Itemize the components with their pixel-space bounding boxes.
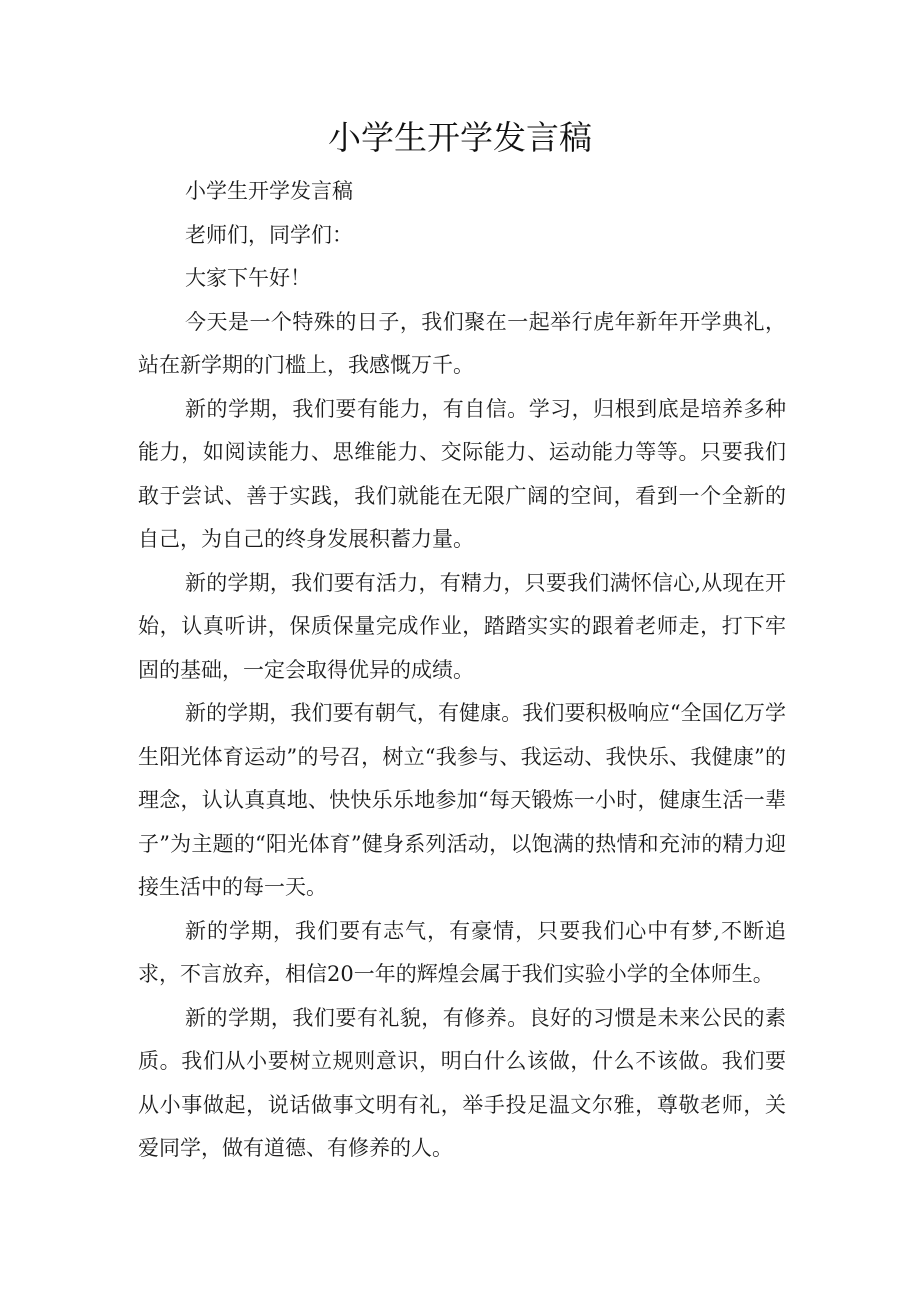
paragraph-salutation: 老师们，同学们： bbox=[185, 222, 353, 247]
document-body bbox=[138, 170, 786, 1171]
paragraph-ability: 新的学期，我们要有能力，有自信。学习，归根到底是培养多种能力，如阅读能力、思维能力、交际能力、运动能力等等。只要我们敢于尝试、善于实践，我们就能在无限广阔的空间，看到一个全新的自己，为自己的终身发展积蓄力量。 bbox=[138, 396, 786, 551]
paragraph-health: 新的学期，我们要有朝气，有健康。我们要积极响应“全国亿万学生阳光体育运动”的号召，树立“我参与、我运动、我快乐、我健康”的理念，认认真真地、快快乐乐地参加“每天锻炼一小时，健康生活一辈子”为主题的“阳光体育”健身系列活动，以饱满的热情和充沛的精力迎接生活中的每一天。 bbox=[138, 701, 786, 899]
paragraph-courtesy: 新的学期，我们要有礼貌，有修养。良好的习惯是未来公民的素质。我们从小要树立规则意识，明白什么该做，什么不该做。我们要从小事做起，说话做事文明有礼，举手投足温文尔雅，尊敬老师，关爱同学，做有道德、有修养的人。 bbox=[138, 1005, 786, 1160]
paragraph-opening: 今天是一个特殊的日子，我们聚在一起举行虎年新年开学典礼，站在新学期的门槛上，我感慨万千。 bbox=[138, 309, 786, 377]
paragraph-ambition: 新的学期，我们要有志气，有豪情，只要我们心中有梦,不断追求，不言放弃，相信20一年的辉煌会属于我们实验小学的全体师生。 bbox=[138, 918, 786, 986]
document-title: 小学生开学发言稿 bbox=[328, 118, 592, 157]
paragraph-greeting: 大家下午好！ bbox=[185, 266, 311, 290]
paragraph-vitality: 新的学期，我们要有活力，有精力，只要我们满怀信心,从现在开始，认真听讲，保质保量完成作业，踏踏实实的跟着老师走，打下牢固的基础，一定会取得优异的成绩。 bbox=[138, 570, 786, 682]
paragraph-subtitle: 小学生开学发言稿 bbox=[185, 179, 353, 203]
